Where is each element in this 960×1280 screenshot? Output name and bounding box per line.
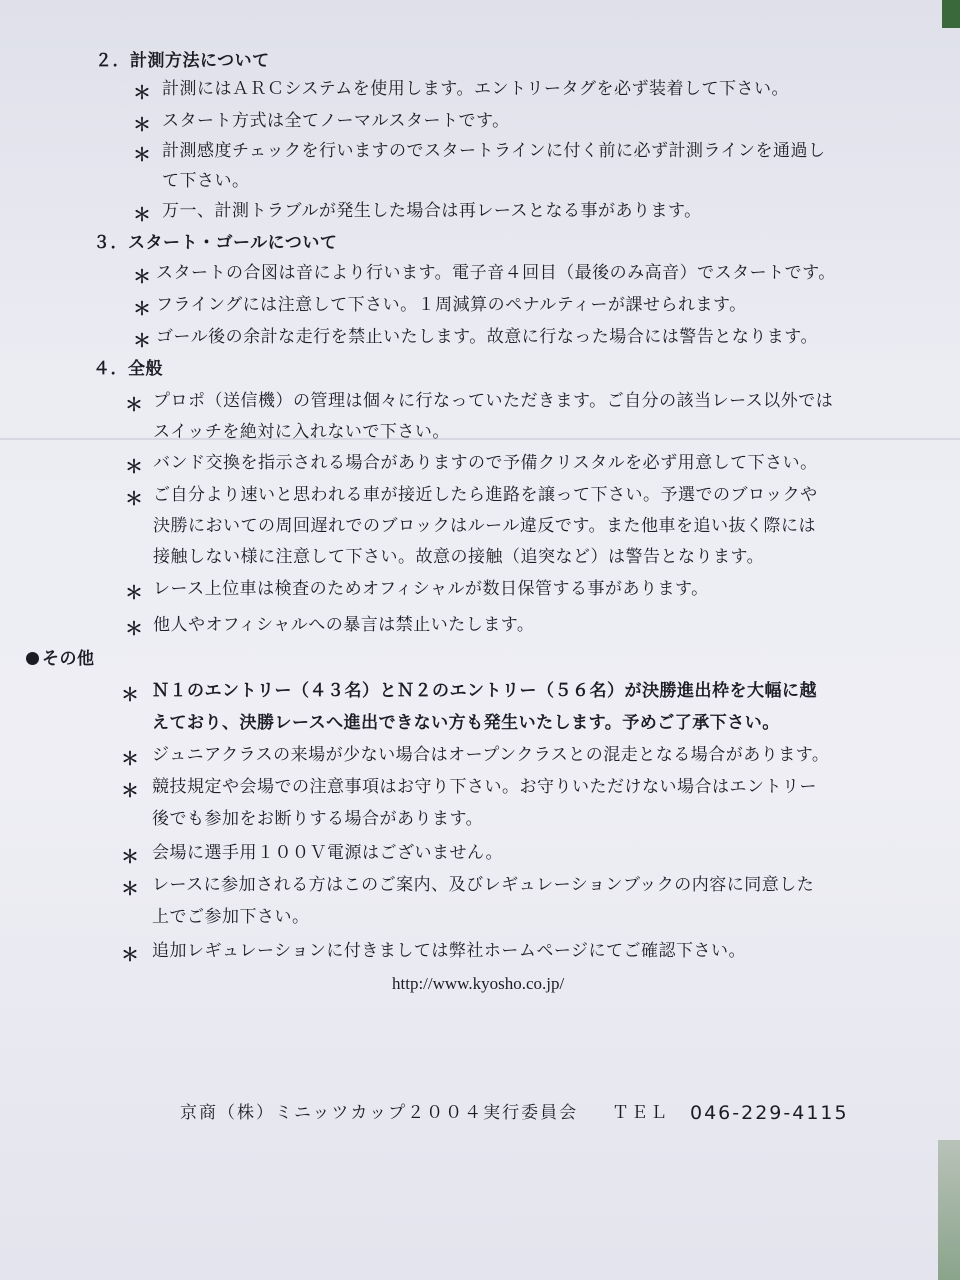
asterisk-bullet: ＊ bbox=[125, 489, 143, 510]
list-item-text: ご自分より速いと思われる車が接近したら進路を譲って下さい。予選でのブロックや bbox=[153, 485, 818, 505]
asterisk-bullet: ＊ bbox=[133, 299, 151, 320]
circle-bullet-icon bbox=[26, 652, 39, 665]
list-item-text: Ｎ１のエントリー（４３名）とＮ２のエントリー（５６名）が決勝進出枠を大幅に越 bbox=[152, 681, 817, 701]
list-item-text: バンド交換を指示される場合がありますので予備クリスタルを必ず用意して下さい。 bbox=[153, 453, 818, 473]
list-item-text: レース上位車は検査のためオフィシャルが数日保管する事があります。 bbox=[153, 579, 709, 599]
asterisk-bullet: ＊ bbox=[121, 945, 139, 966]
asterisk-bullet: ＊ bbox=[125, 395, 143, 416]
list-item-text: 会場に選手用１００Ｖ電源はございません。 bbox=[152, 843, 504, 863]
list-item-text: 他人やオフィシャルへの暴言は禁止いたします。 bbox=[153, 615, 535, 635]
list-item-text: 競技規定や会場での注意事項はお守り下さい。お守りいただけない場合はエントリー bbox=[152, 777, 817, 797]
section-heading: ３．スタート・ゴールについて bbox=[93, 233, 338, 253]
list-item-text: て下さい。 bbox=[162, 171, 250, 191]
asterisk-bullet: ＊ bbox=[133, 145, 151, 166]
asterisk-bullet: ＊ bbox=[121, 781, 139, 802]
background-edge-bottom bbox=[938, 1140, 960, 1280]
asterisk-bullet: ＊ bbox=[125, 583, 143, 604]
list-item-text: 計測感度チェックを行いますのでスタートラインに付く前に必ず計測ラインを通過し bbox=[162, 141, 826, 161]
asterisk-bullet: ＊ bbox=[125, 457, 143, 478]
homepage-url: http://www.kyosho.co.jp/ bbox=[392, 974, 565, 993]
list-item-text: 追加レギュレーションに付きましては弊社ホームページにてご確認下さい。 bbox=[152, 941, 746, 961]
footer-tel-number: 046-229-4115 bbox=[690, 1102, 849, 1124]
list-item-text: 万一、計測トラブルが発生した場合は再レースとなる事があります。 bbox=[162, 201, 702, 221]
list-item-text: ゴール後の余計な走行を禁止いたします。故意に行なった場合には警告となります。 bbox=[156, 327, 818, 347]
list-item-text: 決勝においての周回遅れでのブロックはルール違反です。また他車を追い抜く際には bbox=[153, 516, 816, 536]
footer-tel-label: ＴＥＬ bbox=[612, 1103, 669, 1123]
list-item-text: 後でも参加をお断りする場合があります。 bbox=[152, 809, 484, 829]
list-item-text: スタートの合図は音により行います。電子音４回目（最後のみ高音）でスタートです。 bbox=[156, 263, 836, 283]
asterisk-bullet: ＊ bbox=[133, 267, 151, 288]
list-item-text: スイッチを絶対に入れないで下さい。 bbox=[153, 422, 450, 442]
footer-organization: 京商（株）ミニッツカップ２００４実行委員会 bbox=[180, 1103, 579, 1123]
asterisk-bullet: ＊ bbox=[121, 879, 139, 900]
asterisk-bullet: ＊ bbox=[133, 115, 151, 136]
list-item-text: 上でご参加下さい。 bbox=[152, 907, 310, 927]
list-item-text: 計測にはＡＲＣシステムを使用します。エントリータグを必ず装着して下さい。 bbox=[162, 79, 789, 99]
background-edge bbox=[942, 0, 960, 28]
asterisk-bullet: ＊ bbox=[121, 847, 139, 868]
list-item-text: えており、決勝レースへ進出できない方も発生いたします。予めご了承下さい。 bbox=[152, 713, 780, 733]
asterisk-bullet: ＊ bbox=[121, 685, 139, 706]
section-heading: ２．計測方法について bbox=[95, 51, 270, 71]
list-item-text: ジュニアクラスの来場が少ない場合はオープンクラスとの混走となる場合があります。 bbox=[152, 745, 830, 765]
other-heading bbox=[26, 648, 95, 670]
list-item-text: プロポ（送信機）の管理は個々に行なっていただきます。ご自分の該当レース以外では bbox=[153, 391, 834, 411]
list-item-text: 接触しない様に注意して下さい。故意の接触（追突など）は警告となります。 bbox=[153, 547, 765, 567]
asterisk-bullet: ＊ bbox=[125, 619, 143, 640]
section-heading: ４．全般 bbox=[93, 359, 163, 379]
other-heading-label: その他 bbox=[42, 649, 95, 669]
asterisk-bullet: ＊ bbox=[133, 331, 151, 352]
asterisk-bullet: ＊ bbox=[121, 749, 139, 770]
asterisk-bullet: ＊ bbox=[133, 83, 151, 104]
list-item-text: フライングには注意して下さい。１周減算のペナルティーが課せられます。 bbox=[156, 295, 747, 315]
list-item-text: レースに参加される方はこのご案内、及びレギュレーションブックの内容に同意した bbox=[152, 875, 815, 895]
paper-fold bbox=[0, 438, 960, 440]
asterisk-bullet: ＊ bbox=[133, 205, 151, 226]
list-item-text: スタート方式は全てノーマルスタートです。 bbox=[162, 111, 510, 131]
